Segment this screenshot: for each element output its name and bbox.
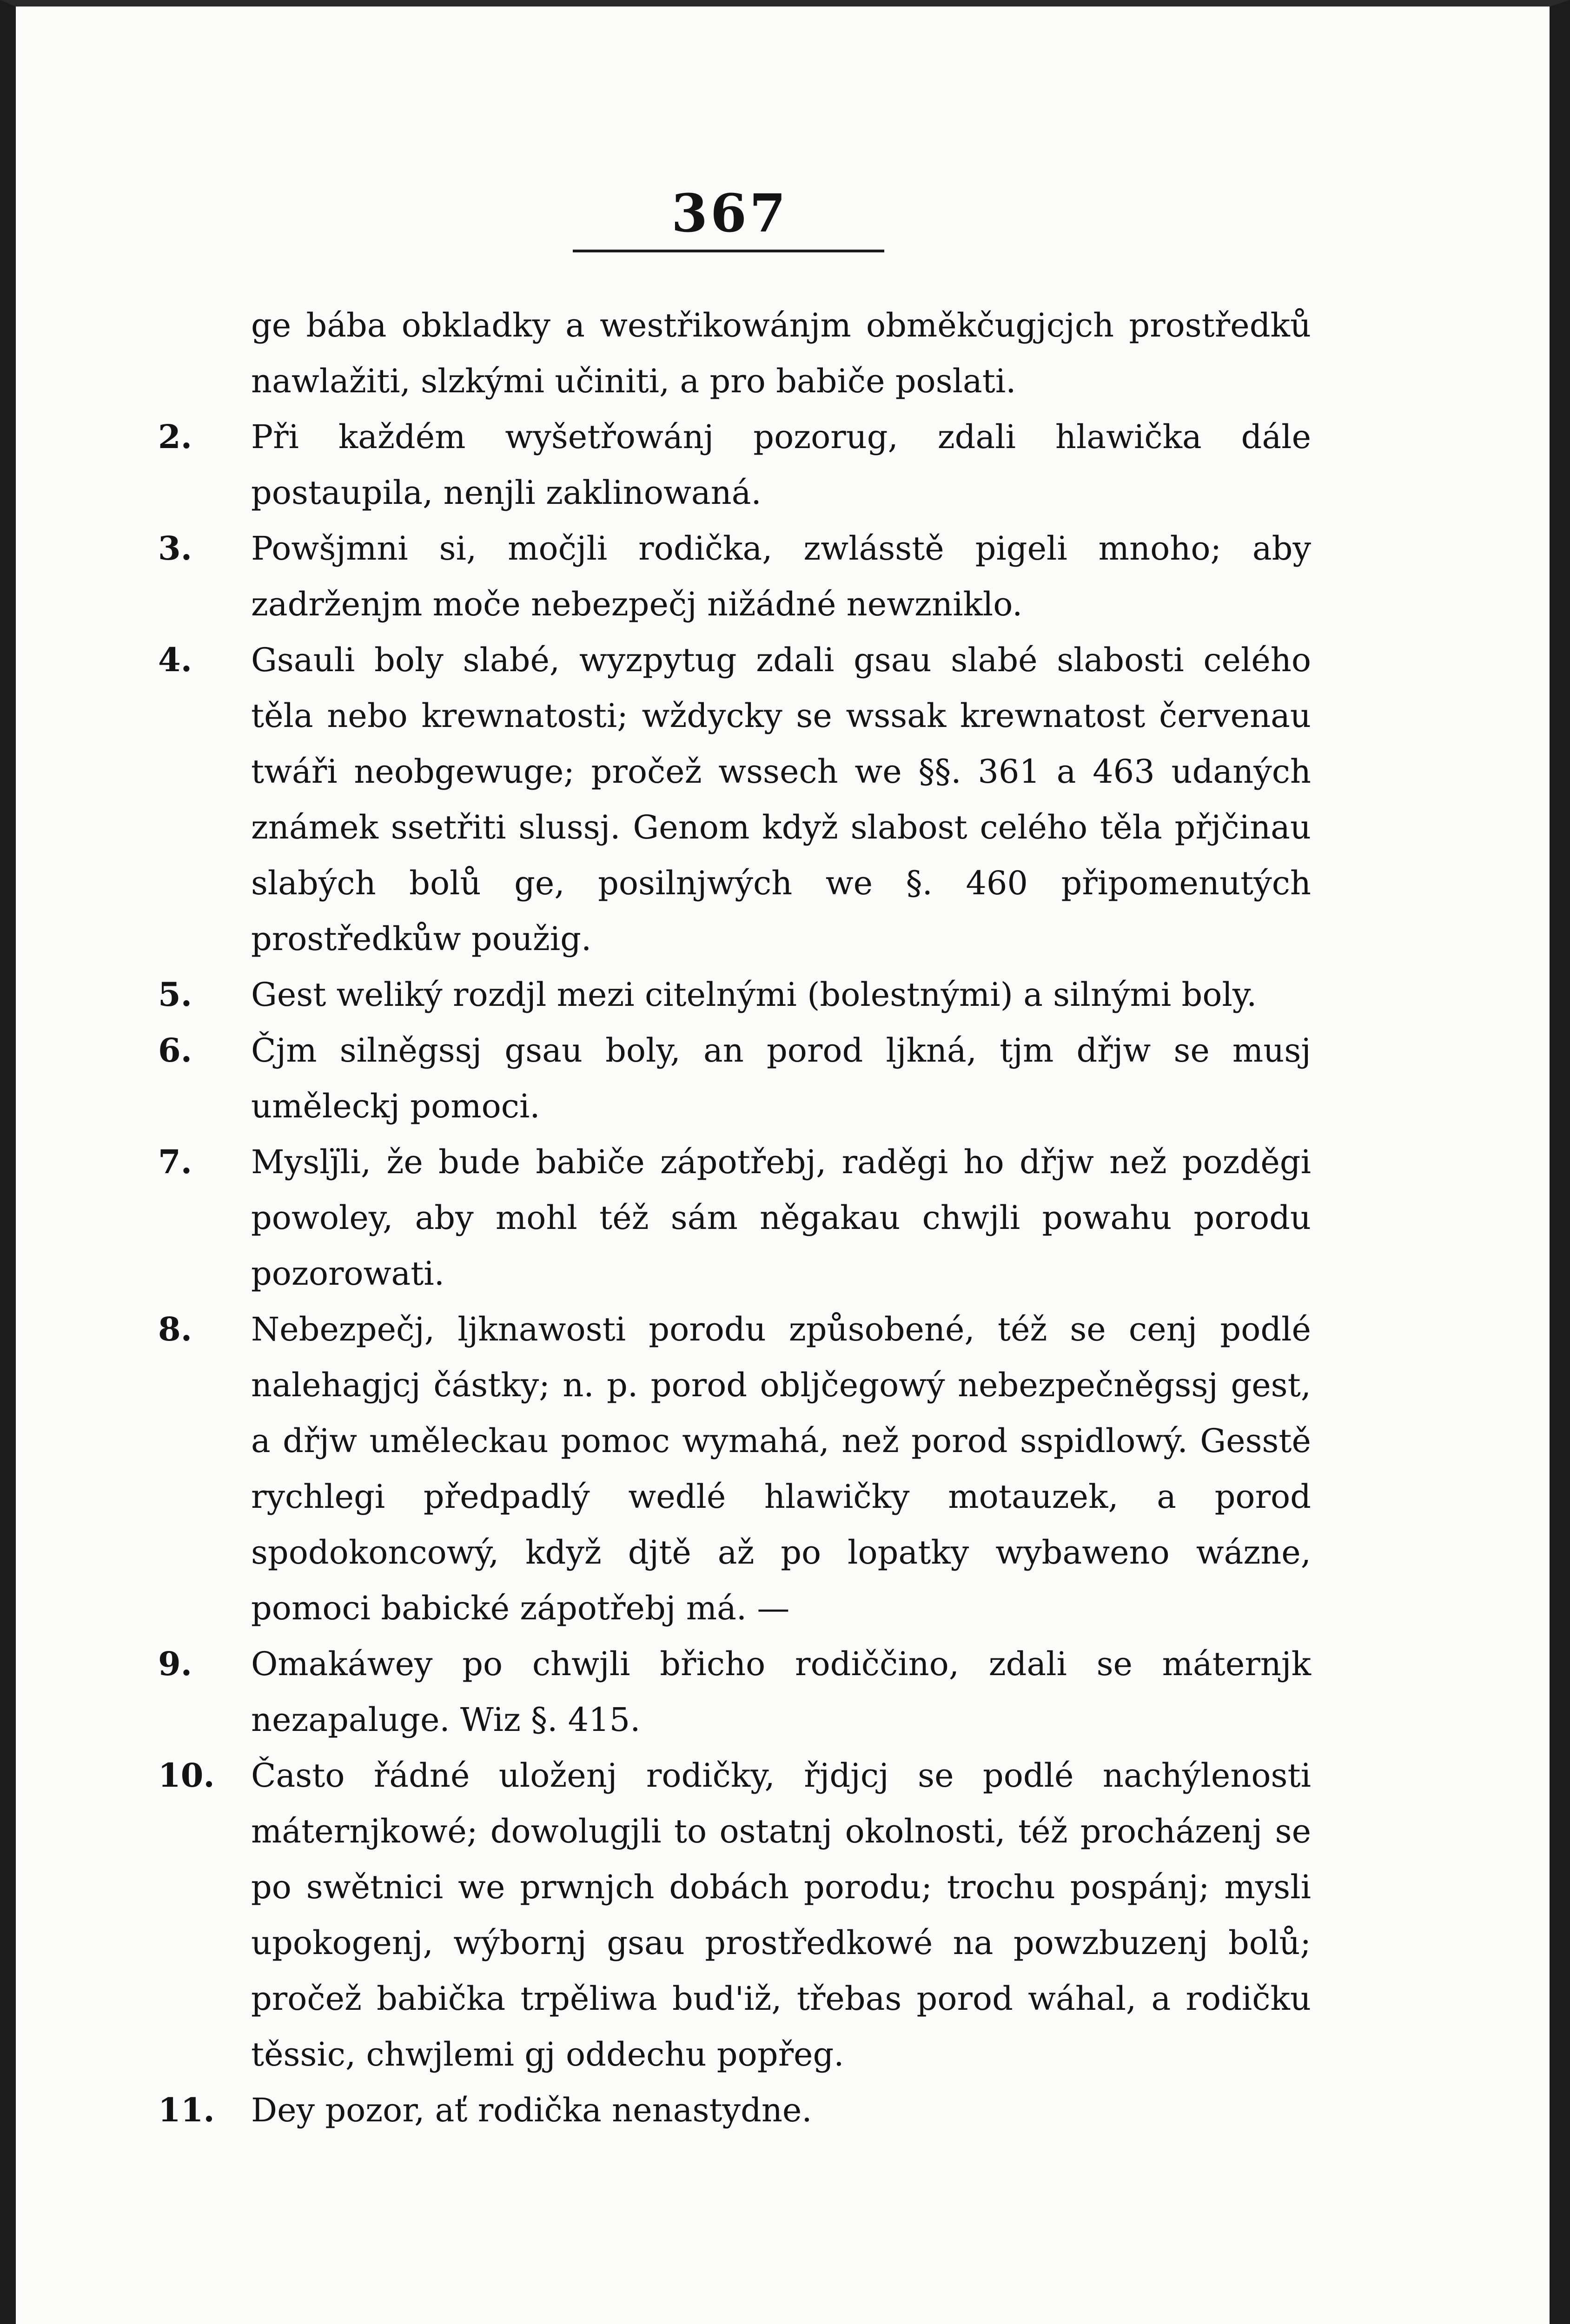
item-number: 5. [158,975,192,1014]
item-number: 9. [158,1644,192,1683]
numbered-item-5 [158,967,1311,1023]
numbered-item-3 [158,521,1311,632]
item-text: Dey pozor, ať rodička nenastydne. [251,2091,812,2129]
item-number: 8. [158,1310,192,1348]
item-text: Gest weliký rozdjl mezi citelnými (bolestnými) a silnými boly. [251,976,1257,1014]
numbered-item-9 [158,1636,1311,1748]
item-text: Často řádné uloženj rodičky, řjdjcj se podlé nachýlenosti máternjkowé; dowolugjli to ostatnj okolnosti, též procházenj se po swětnici we prwnjch dobách porodu; trochu pospánj; mysli upokogenj, wýbornj gsau prostředkowé na powzbuzenj bolů; pročež babička trpěliwa bud'iž, třebas porod wáhal, a rodičku těssic, chwjlemi gj oddechu popřeg. [251,1756,1311,2073]
item-number: 10. [158,1756,215,1795]
item-text: Čjm silněgssj gsau boly, an porod ljkná, tjm dřjw se musj uměleckj pomoci. [251,1031,1311,1125]
numbered-item-11 [158,2082,1311,2138]
item-number: 2. [158,417,192,456]
numbered-item-7 [158,1134,1311,1301]
numbered-item-10 [158,1748,1311,2082]
item-text: Myslj̈li, že bude babiče zápotřebj, raděgi ho dřjw než pozděgi powoley, aby mohl též sám něgakau chwjli powahu porodu pozorowati. [251,1143,1311,1293]
header-rule [573,250,884,252]
item-number: 4. [158,640,192,679]
item-number: 6. [158,1031,192,1070]
item-number: 7. [158,1142,192,1181]
item-text: Gsauli boly slabé, wyzpytug zdali gsau slabé slabosti celého těla nebo krewnatosti; wždycky se wssak krewnatost červenau twáři neobgewuge; pročež wssech we §§. 361 a 463 udaných známek ssetřiti slussj. Genom když slabost celého těla přjčinau slabých bolů ge, posilnjwých we §. 460 připomenutých prostředkůw použig. [251,641,1311,958]
continuation-paragraph: ge bába obkladky a westřikowánjm obměkčugjcjch prostředků nawlažiti, slzkými učiniti, a pro babiče poslati. [251,306,1311,400]
page-number: 367 [671,183,788,244]
numbered-item-2 [158,409,1311,521]
item-text: Nebezpečj, ljknawosti porodu způsobené, též se cenj podlé nalehagjcj částky; n. p. porod obljčegowý nebezpečněgssj gest, a dřjw uměleckau pomoc wymahá, než porod sspidlowý. Gesstě rychlegi předpadlý wedlé hlawičky motauzek, a porod spodokoncowý, když djtě až po lopatky wybaweno wázne, pomoci babické zápotřebj má. — [251,1310,1311,1627]
item-text: Při každém wyšetřowánj pozorug, zdali hlawička dále postaupila, nenjli zaklinowaná. [251,418,1311,512]
numbered-item-4 [158,632,1311,967]
item-text: Omakáwey po chwjli břicho rodiččino, zdali se máternjk nezapaluge. Wiz §. 415. [251,1645,1311,1739]
page-body [158,297,1311,2138]
item-text: Powšjmni si, močjli rodička, zwlásstě pigeli mnoho; aby zadrženjm moče nebezpečj nižádné newzniklo. [251,529,1311,623]
numbered-item-8 [158,1301,1311,1636]
item-number: 11. [158,2091,215,2129]
numbered-item-6 [158,1023,1311,1134]
item-number: 3. [158,529,192,568]
